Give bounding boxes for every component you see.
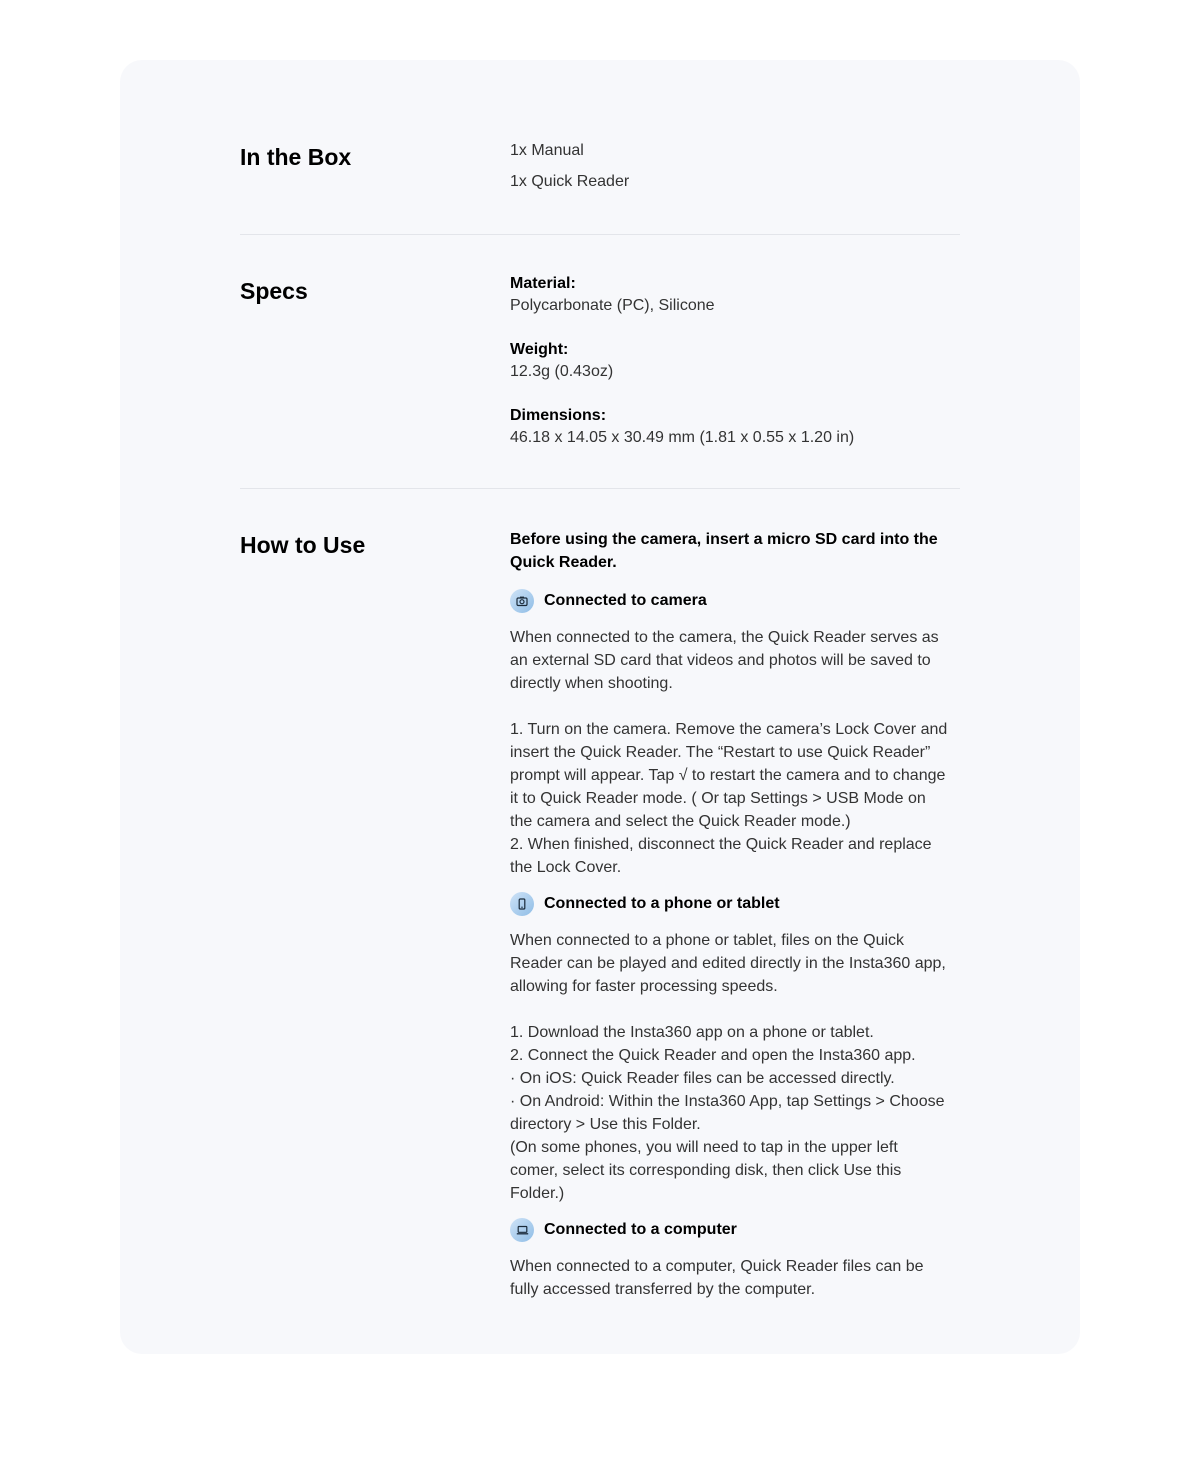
- spec-dimensions: [510, 405, 950, 449]
- specs-title: Specs: [240, 278, 308, 304]
- how-to-use-intro: Before using the camera, insert a micro SD card into the Quick Reader.: [510, 531, 938, 571]
- in-the-box-list: [510, 139, 950, 201]
- camera-heading-label: Connected to camera: [544, 592, 707, 609]
- how-to-use-body: [510, 528, 950, 1313]
- camera-icon: [510, 589, 534, 613]
- spec-value: 12.3g (0.43oz): [510, 363, 614, 380]
- box-item: 1x Quick Reader: [510, 173, 630, 190]
- box-item: 1x Manual: [510, 142, 584, 159]
- section-divider: [240, 234, 960, 235]
- spec-value: 46.18 x 14.05 x 30.49 mm (1.81 x 0.55 x 1.20 in): [510, 429, 855, 446]
- specs-list: [510, 273, 950, 471]
- spec-label: Dimensions:: [510, 407, 607, 424]
- spec-weight: [510, 339, 950, 383]
- section-divider: [240, 488, 960, 489]
- camera-instructions: When connected to the camera, the Quick Reader serves as an external SD card that videos and photos will be saved to directly when shooting. 1. Turn on the camera. Remove the camera’s Lock Cover and insert the Quick Reader. The “Restart to use Quick Reader” prompt will appear. Tap √ to restart the camera and to change it to Quick Reader mode. ( Or tap Settings > USB Mode on the camera and select the Quick Reader mode.) 2. When finished, disconnect the Quick Reader and replace the Lock Cover.: [510, 629, 948, 876]
- phone-heading: [510, 891, 950, 917]
- spec-label: Material:: [510, 275, 576, 292]
- product-info-card: [120, 60, 1080, 1354]
- spec-label: Weight:: [510, 341, 569, 358]
- spec-value: Polycarbonate (PC), Silicone: [510, 297, 715, 314]
- phone-instructions: When connected to a phone or tablet, files on the Quick Reader can be played and edited directly in the Insta360 app, allowing for faster processing speeds. 1. Download the Insta360 app on a phone or tablet. 2. Connect the Quick Reader and open the Insta360 app. · On iOS: Quick Reader files can be accessed directly. · On Android: Within the Insta360 App, tap Settings > Choose directory > Use this Folder. (On some phones, you will need to tap in the upper left comer, select its corresponding disk, then click Use this Folder.): [510, 932, 946, 1202]
- camera-heading: [510, 588, 950, 614]
- in-the-box-title: In the Box: [240, 144, 352, 170]
- computer-instructions: When connected to a computer, Quick Reader files can be fully accessed transferred by the computer.: [510, 1258, 924, 1298]
- phone-icon: [510, 892, 534, 916]
- computer-heading-label: Connected to a computer: [544, 1221, 737, 1238]
- how-to-use-title: How to Use: [240, 532, 366, 558]
- spec-material: [510, 273, 950, 317]
- phone-heading-label: Connected to a phone or tablet: [544, 895, 780, 912]
- laptop-icon: [510, 1218, 534, 1242]
- computer-heading: [510, 1217, 950, 1243]
